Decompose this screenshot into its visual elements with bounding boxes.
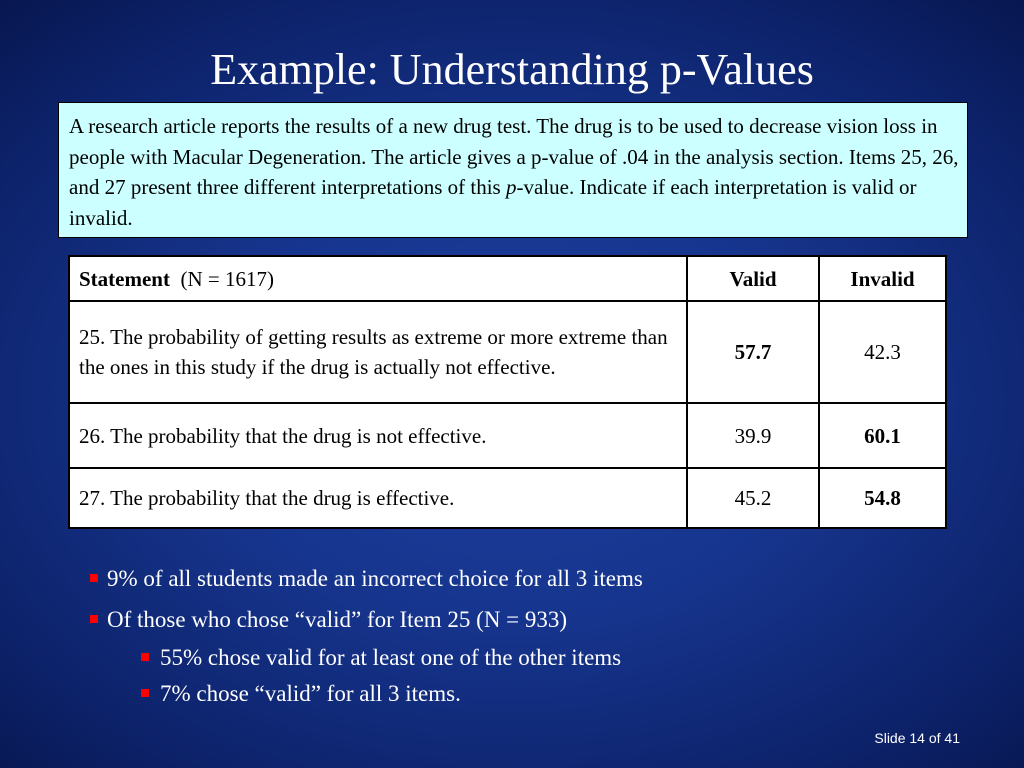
- summary-bullet-list: [88, 562, 968, 712]
- row-valid-value: 45.2: [687, 468, 819, 528]
- row-invalid-value: 54.8: [819, 468, 946, 528]
- bullet-text: Of those who chose “valid” for Item 25 (N = 933): [107, 607, 568, 632]
- row-statement: 27. The probability that the drug is effective.: [69, 468, 687, 528]
- header-invalid: Invalid: [819, 256, 946, 301]
- intro-text-box: [58, 102, 968, 238]
- row-statement: 25. The probability of getting results as extreme or more extreme than the ones in this study if the drug is actually not effective.: [69, 301, 687, 403]
- bullet-item: [88, 603, 968, 637]
- intro-text-end: -value. Indicate if each interpretation is valid or invalid.: [69, 175, 917, 230]
- sub-bullet-list: [88, 640, 968, 712]
- sub-bullet-item: [88, 640, 968, 676]
- square-bullet-icon: [90, 574, 98, 582]
- square-bullet-icon: [141, 653, 149, 661]
- header-statement-label: Statement: [79, 266, 170, 291]
- square-bullet-icon: [141, 689, 149, 697]
- row-valid-value: 39.9: [687, 403, 819, 468]
- row-invalid-value: 60.1: [819, 403, 946, 468]
- sub-bullet-text: 7% chose “valid” for all 3 items.: [160, 681, 461, 706]
- header-statement: [69, 256, 687, 301]
- table-header-row: [69, 256, 946, 301]
- table-row: [69, 403, 946, 468]
- slide-number: Slide 14 of 41: [874, 730, 960, 746]
- table-row: [69, 468, 946, 528]
- intro-paragraph: [69, 111, 959, 233]
- results-table: [68, 255, 947, 529]
- slide-title: Example: Understanding p-Values: [210, 45, 814, 94]
- row-statement: 26. The probability that the drug is not effective.: [69, 403, 687, 468]
- bullet-item: [88, 562, 968, 596]
- bullet-text: 9% of all students made an incorrect choice for all 3 items: [107, 566, 643, 591]
- sub-bullet-item: [88, 676, 968, 712]
- intro-italic-p: p: [505, 175, 517, 199]
- row-valid-value: 57.7: [687, 301, 819, 403]
- sub-bullet-text: 55% chose valid for at least one of the other items: [160, 645, 622, 670]
- sub-bullet-container: [88, 640, 968, 712]
- header-valid: Valid: [687, 256, 819, 301]
- intro-text-start: A research article reports the results of a new drug test. The drug is to be used to decrease vision loss in people with Macular Degeneration. The article gives a p-value of .04 in the analysis section. Items 25, 26, and 27 present three different interpretations of this: [69, 114, 959, 199]
- header-sample-size: (N = 1617): [180, 266, 274, 291]
- row-invalid-value: 42.3: [819, 301, 946, 403]
- square-bullet-icon: [90, 615, 98, 623]
- table-row: [69, 301, 946, 403]
